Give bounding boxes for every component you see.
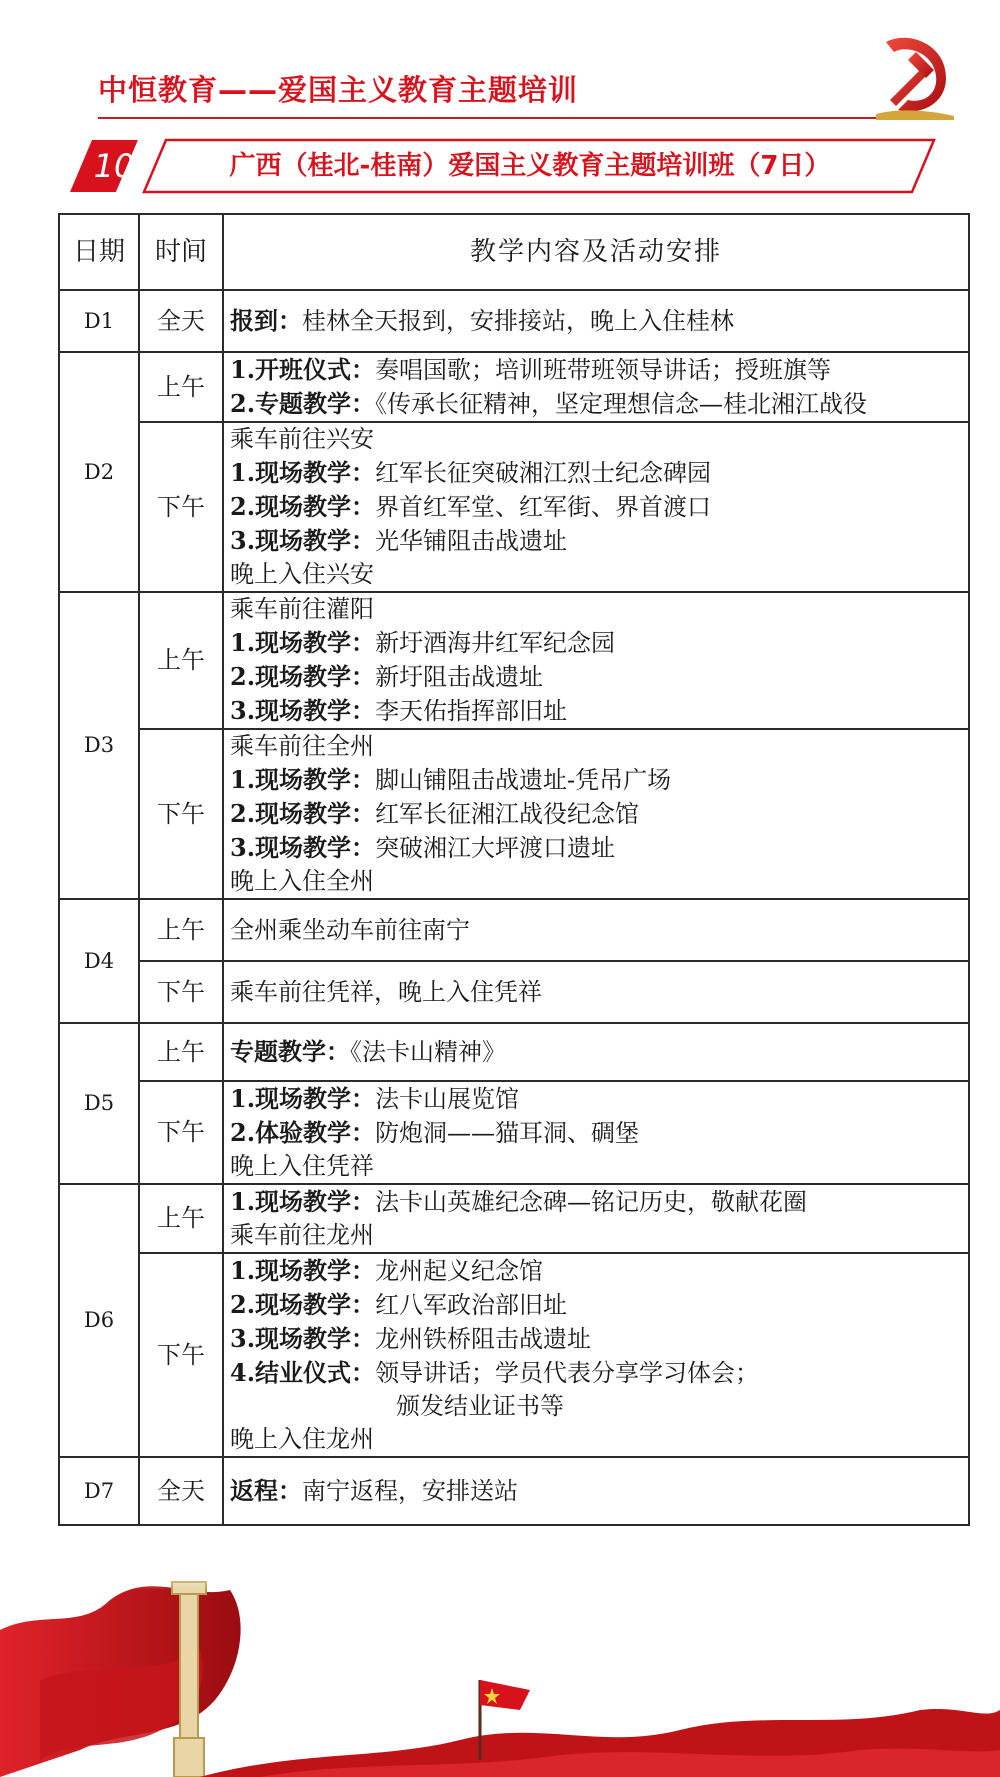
content-cell xyxy=(223,290,969,352)
header-divider xyxy=(98,117,918,119)
content-line xyxy=(230,387,968,421)
content-cell xyxy=(223,422,969,592)
schedule-table xyxy=(58,213,970,1526)
activity-text: 晚上入住凭祥 xyxy=(230,1152,374,1180)
activity-text: 法卡山英雄纪念碑—铭记历史，敬献花圈 xyxy=(375,1188,808,1216)
content-cell xyxy=(223,1081,969,1184)
activity-text: 《法卡山精神》 xyxy=(350,1038,506,1066)
table-row xyxy=(59,961,969,1023)
time-cell: 上午 xyxy=(139,1184,223,1253)
content-line xyxy=(230,763,968,797)
activity-label: 2.专题教学： xyxy=(230,389,376,418)
activity-text: 桂林全天报到，安排接站，晚上入住桂林 xyxy=(302,307,734,335)
time-cell: 上午 xyxy=(139,592,223,729)
activity-text: 南宁返程，安排送站 xyxy=(302,1477,518,1505)
day-cell: D5 xyxy=(59,1023,139,1184)
activity-text: 龙州铁桥阻击战遗址 xyxy=(375,1325,592,1353)
activity-text: 界首红军堂、红军街、界首渡口 xyxy=(375,493,712,521)
table-row xyxy=(59,352,969,422)
table-row xyxy=(59,899,969,961)
time-cell: 上午 xyxy=(139,352,223,422)
content-cell xyxy=(223,729,969,899)
activity-text: 新圩阻击战遗址 xyxy=(375,663,544,691)
content-cell xyxy=(223,961,969,1023)
table-row xyxy=(59,422,969,592)
day-cell: D4 xyxy=(59,899,139,1023)
day-cell: D3 xyxy=(59,592,139,899)
time-cell: 上午 xyxy=(139,1023,223,1081)
time-cell: 下午 xyxy=(139,1081,223,1184)
content-line xyxy=(230,524,968,558)
banner-title: 广西（桂北-桂南）爱国主义教育主题培训班（7日） xyxy=(229,151,831,181)
content-line xyxy=(230,423,968,456)
content-line xyxy=(230,490,968,524)
content-line xyxy=(230,1423,968,1456)
activity-label: 2.现场教学： xyxy=(230,492,376,521)
content-cell xyxy=(223,1184,969,1253)
activity-text: 龙州起义纪念馆 xyxy=(375,1257,544,1285)
content-line xyxy=(230,976,968,1009)
header-content: 教学内容及活动安排 xyxy=(223,214,969,290)
content-line xyxy=(230,626,968,660)
activity-label: 3.现场教学： xyxy=(230,1324,376,1353)
activity-label: 1.现场教学： xyxy=(230,458,376,487)
content-line xyxy=(230,865,968,898)
content-line xyxy=(230,914,968,947)
content-cell xyxy=(223,1457,969,1525)
content-line xyxy=(230,1219,968,1252)
content-cell xyxy=(223,1253,969,1457)
content-line xyxy=(230,1390,968,1423)
content-line xyxy=(230,1356,968,1390)
activity-text: 红八军政治部旧址 xyxy=(375,1291,568,1319)
activity-label: 1.开班仪式： xyxy=(230,355,376,384)
activity-text: 领导讲话；学员代表分享学习体会； xyxy=(375,1359,760,1387)
activity-label: 3.现场教学： xyxy=(230,526,376,555)
activity-text: 新圩酒海井红军纪念园 xyxy=(375,629,616,657)
activity-label: 专题教学： xyxy=(230,1037,350,1066)
footer-decoration xyxy=(0,1560,1000,1777)
content-line xyxy=(230,1474,968,1508)
content-line xyxy=(230,1150,968,1183)
day-cell: D1 xyxy=(59,290,139,352)
table-header-row xyxy=(59,214,969,290)
content-line xyxy=(230,353,968,387)
activity-label: 1.现场教学： xyxy=(230,1084,376,1113)
activity-label: 2.现场教学： xyxy=(230,662,376,691)
activity-label: 4.结业仪式： xyxy=(230,1358,376,1387)
content-cell xyxy=(223,352,969,422)
activity-label: 1.现场教学： xyxy=(230,765,376,794)
activity-text: 晚上入住龙州 xyxy=(230,1425,374,1453)
day-cell: D6 xyxy=(59,1184,139,1457)
activity-text: 全州乘坐动车前往南宁 xyxy=(230,915,470,944)
content-line xyxy=(230,797,968,831)
time-cell: 下午 xyxy=(139,729,223,899)
table-row xyxy=(59,592,969,729)
content-line xyxy=(230,730,968,763)
content-cell xyxy=(223,899,969,961)
activity-label: 返程： xyxy=(230,1476,302,1505)
activity-text: 奏唱国歌；培训班带班领导讲话；授班旗等 xyxy=(375,356,832,384)
party-emblem-icon xyxy=(868,30,958,120)
activity-text: 乘车前往全州 xyxy=(230,732,374,760)
time-cell: 上午 xyxy=(139,899,223,961)
activity-label: 2.现场教学： xyxy=(230,799,376,828)
activity-text: 晚上入住兴安 xyxy=(230,560,374,588)
content-line xyxy=(230,1254,968,1288)
content-line xyxy=(230,304,968,338)
activity-text: 颁发结业证书等 xyxy=(396,1392,564,1420)
content-cell xyxy=(223,1023,969,1081)
activity-label: 3.现场教学： xyxy=(230,696,376,725)
content-line xyxy=(230,660,968,694)
time-cell: 全天 xyxy=(139,1457,223,1525)
activity-text: 法卡山展览馆 xyxy=(375,1085,520,1113)
content-line xyxy=(230,831,968,865)
activity-label: 3.现场教学： xyxy=(230,833,376,862)
time-cell: 下午 xyxy=(139,422,223,592)
activity-label: 1.现场教学： xyxy=(230,628,376,657)
activity-text: 乘车前往龙州 xyxy=(230,1221,374,1249)
content-line xyxy=(230,1082,968,1116)
table-row xyxy=(59,1184,969,1253)
table-row xyxy=(59,1081,969,1184)
activity-label: 1.现场教学： xyxy=(230,1187,376,1216)
time-cell: 下午 xyxy=(139,1253,223,1457)
activity-text: 脚山铺阻击战遗址-凭吊广场 xyxy=(375,766,672,794)
table-row xyxy=(59,729,969,899)
time-cell: 全天 xyxy=(139,290,223,352)
table-row xyxy=(59,1023,969,1081)
content-line xyxy=(230,1185,968,1219)
content-cell xyxy=(223,592,969,729)
content-line xyxy=(230,593,968,626)
activity-label: 2.现场教学： xyxy=(230,1290,376,1319)
activity-label: 报到： xyxy=(230,306,302,335)
day-cell: D2 xyxy=(59,352,139,592)
schedule-body xyxy=(59,290,969,1525)
content-line xyxy=(230,1116,968,1150)
content-line xyxy=(230,1035,968,1069)
header-time: 时间 xyxy=(139,214,223,290)
banner-number: 10 xyxy=(93,147,135,185)
activity-text: 李天佑指挥部旧址 xyxy=(375,697,568,725)
day-cell: D7 xyxy=(59,1457,139,1525)
content-line xyxy=(230,1322,968,1356)
time-cell: 下午 xyxy=(139,961,223,1023)
content-line xyxy=(230,1288,968,1322)
activity-label: 2.体验教学： xyxy=(230,1118,376,1147)
table-row xyxy=(59,290,969,352)
table-row xyxy=(59,1457,969,1525)
activity-text: 乘车前往灌阳 xyxy=(230,595,374,623)
activity-text: 晚上入住全州 xyxy=(230,867,374,895)
header-day: 日期 xyxy=(59,214,139,290)
activity-text: 乘车前往凭祥，晚上入住凭祥 xyxy=(230,977,542,1006)
activity-text: 《传承长征精神，坚定理想信念—桂北湘江战役 xyxy=(375,390,868,418)
activity-text: 乘车前往兴安 xyxy=(230,425,374,453)
activity-text: 防炮洞——猫耳洞、碉堡 xyxy=(375,1119,640,1147)
activity-text: 突破湘江大坪渡口遗址 xyxy=(375,834,616,862)
activity-text: 红军长征突破湘江烈士纪念碑园 xyxy=(375,459,712,487)
activity-label: 1.现场教学： xyxy=(230,1256,376,1285)
activity-text: 红军长征湘江战役纪念馆 xyxy=(375,800,640,828)
content-line xyxy=(230,694,968,728)
page-header-title: 中恒教育——爱国主义教育主题培训 xyxy=(98,73,579,107)
activity-text: 光华铺阻击战遗址 xyxy=(375,527,568,555)
content-line xyxy=(230,558,968,591)
table-row xyxy=(59,1253,969,1457)
content-line xyxy=(230,456,968,490)
